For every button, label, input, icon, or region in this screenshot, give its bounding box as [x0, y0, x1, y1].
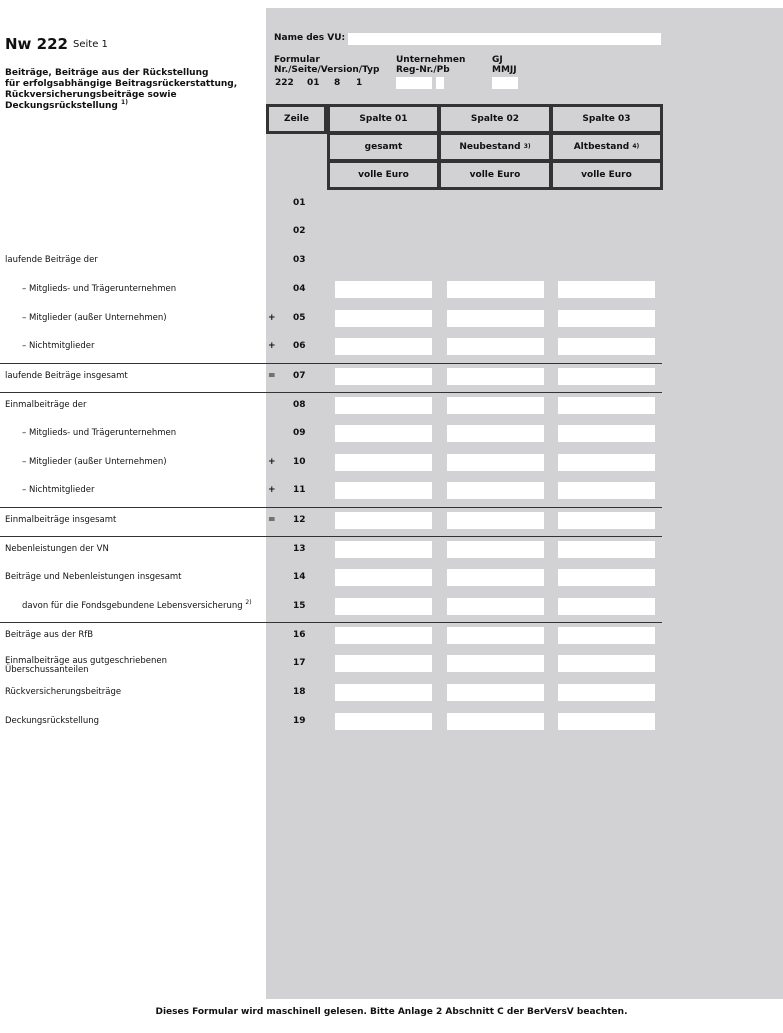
value-input-spalte-01[interactable] [335, 684, 432, 701]
value-input-spalte-01[interactable] [335, 338, 432, 355]
row-label [5, 515, 116, 525]
row-label [5, 657, 225, 675]
code-typ: 1 [356, 78, 363, 88]
row-label-text: Beiträge und Nebenleistungen insgesamt [5, 572, 182, 582]
value-input-spalte-03[interactable] [558, 482, 655, 499]
value-input-spalte-03[interactable] [558, 569, 655, 586]
row-separator [0, 622, 662, 623]
formular-label-block [274, 55, 379, 75]
footer-note: Dieses Formular wird maschinell gelesen. Bitte Anlage 2 Abschnitt C der BerVersV beachten. [155, 1007, 628, 1017]
row-operator: = [268, 371, 276, 381]
zeile-header: Zeile [266, 104, 327, 134]
footnote-ref: 1) [121, 99, 128, 106]
code-version: 8 [334, 78, 341, 88]
row-number: 19 [293, 716, 306, 726]
row-label [5, 371, 128, 381]
value-input-spalte-03[interactable] [558, 598, 655, 615]
description-line: für erfolgsabhängige Beitragsrückerstattung, [5, 79, 238, 89]
row-number: 12 [293, 515, 306, 525]
value-input-spalte-03[interactable] [558, 541, 655, 558]
row-label-text: – Nichtmitglieder [22, 485, 95, 495]
form-description [5, 68, 260, 112]
row-separator [0, 536, 662, 537]
value-input-spalte-03[interactable] [558, 281, 655, 298]
row-label-text: – Mitglieder (außer Unternehmen) [22, 457, 167, 467]
row-label [5, 400, 86, 410]
row-operator: + [268, 457, 276, 467]
row-number: 04 [293, 284, 306, 294]
spalte-03-sub: Altbestand 4) [550, 132, 663, 162]
value-input-spalte-02[interactable] [447, 684, 544, 701]
value-input-spalte-03[interactable] [558, 397, 655, 414]
value-input-spalte-02[interactable] [447, 281, 544, 298]
row-label-text: laufende Beiträge der [5, 255, 98, 265]
row-label-text: – Mitglieder (außer Unternehmen) [22, 313, 167, 323]
row-label-text: Einmalbeiträge der [5, 400, 87, 410]
value-input-spalte-02[interactable] [447, 655, 544, 672]
spalte-01-header: Spalte 01 [327, 104, 440, 134]
row-label [22, 457, 167, 467]
row-label [5, 544, 109, 554]
row-label-text: davon für die Fondsgebundene Lebensversicherung [22, 601, 243, 611]
unternehmen-label-block [396, 55, 465, 75]
row-separator [0, 507, 662, 508]
row-label-text: laufende Beiträge insgesamt [5, 371, 128, 381]
value-input-spalte-01[interactable] [335, 627, 432, 644]
row-number: 01 [293, 198, 306, 208]
row-number: 08 [293, 400, 306, 410]
row-number: 03 [293, 255, 306, 265]
value-input-spalte-02[interactable] [447, 713, 544, 730]
value-input-spalte-02[interactable] [447, 454, 544, 471]
value-input-spalte-01[interactable] [335, 310, 432, 327]
row-label [22, 601, 252, 611]
row-label [5, 716, 99, 726]
row-label-text: Nebenleistungen der VN [5, 544, 109, 554]
code-seite: 01 [307, 78, 320, 88]
value-input-spalte-01[interactable] [335, 454, 432, 471]
row-number: 14 [293, 572, 306, 582]
row-number: 18 [293, 687, 306, 697]
spalte-01-unit: volle Euro [327, 160, 440, 190]
value-input-spalte-01[interactable] [335, 598, 432, 615]
value-input-spalte-02[interactable] [447, 512, 544, 529]
row-label-text: Rückversicherungsbeiträge [5, 687, 122, 697]
value-input-spalte-02[interactable] [447, 425, 544, 442]
gj-label: GJ [492, 55, 503, 65]
row-label [5, 255, 98, 265]
row-number: 17 [293, 658, 306, 668]
description-line: Deckungsrückstellung [5, 101, 118, 111]
formular-label: Formular [274, 55, 320, 65]
row-label [22, 428, 176, 438]
row-number: 16 [293, 630, 306, 640]
pb-input[interactable] [436, 77, 444, 89]
value-input-spalte-03[interactable] [558, 713, 655, 730]
gj-sub: MMJJ [492, 65, 517, 75]
row-label-text: – Mitglieds- und Trägerunternehmen [22, 428, 177, 438]
row-label [22, 485, 95, 495]
value-input-spalte-03[interactable] [558, 512, 655, 529]
value-input-spalte-01[interactable] [335, 569, 432, 586]
footnote-ref: 2) [245, 599, 252, 607]
row-label-text: Beiträge aus der RfB [5, 630, 94, 640]
value-input-spalte-02[interactable] [447, 310, 544, 327]
value-input-spalte-03[interactable] [558, 454, 655, 471]
value-input-spalte-01[interactable] [335, 482, 432, 499]
value-input-spalte-03[interactable] [558, 338, 655, 355]
value-input-spalte-01[interactable] [335, 425, 432, 442]
page-indicator: Seite 1 [73, 39, 108, 50]
spalte-03-header: Spalte 03 [550, 104, 663, 134]
unternehmen-label: Unternehmen [396, 55, 466, 65]
value-input-spalte-02[interactable] [447, 338, 544, 355]
row-label-text: – Nichtmitglieder [22, 341, 95, 351]
value-input-spalte-01[interactable] [335, 541, 432, 558]
value-input-spalte-01[interactable] [335, 281, 432, 298]
spalte-02-unit: volle Euro [438, 160, 552, 190]
description-line: Rückversicherungsbeiträge sowie [5, 90, 177, 100]
value-input-spalte-01[interactable] [335, 655, 432, 672]
value-input-spalte-02[interactable] [447, 569, 544, 586]
row-number: 09 [293, 428, 306, 438]
row-label-text: – Mitglieds- und Trägerunternehmen [22, 284, 177, 294]
row-separator [0, 363, 662, 364]
row-operator: + [268, 341, 276, 351]
value-input-spalte-02[interactable] [447, 598, 544, 615]
row-label [5, 687, 121, 697]
spalte-03-sub-label: Altbestand [573, 142, 630, 152]
value-input-spalte-02[interactable] [447, 627, 544, 644]
gj-label-block [492, 55, 517, 75]
row-number: 13 [293, 544, 306, 554]
row-label [22, 313, 167, 323]
row-label-text: Deckungsrückstellung [5, 716, 100, 726]
row-label [5, 630, 93, 640]
value-input-spalte-02[interactable] [447, 482, 544, 499]
row-label [5, 572, 182, 582]
value-input-spalte-01[interactable] [335, 512, 432, 529]
value-input-spalte-03[interactable] [558, 684, 655, 701]
row-label-text: Einmalbeiträge insgesamt [5, 515, 117, 525]
formular-sub: Nr./Seite/Version/Typ [274, 65, 380, 75]
value-input-spalte-01[interactable] [335, 397, 432, 414]
value-input-spalte-03[interactable] [558, 627, 655, 644]
value-input-spalte-03[interactable] [558, 425, 655, 442]
spalte-02-sub-label: Neubestand [459, 142, 521, 152]
unternehmen-sub: Reg-Nr./Pb [396, 65, 450, 75]
row-label [22, 341, 95, 351]
row-number: 05 [293, 313, 306, 323]
spalte-01-sub [327, 132, 440, 162]
row-separator [0, 392, 662, 393]
value-input-spalte-01[interactable] [335, 368, 432, 385]
name-label: Name des VU: [274, 33, 346, 43]
value-input-spalte-03[interactable] [558, 655, 655, 672]
row-number: 10 [293, 457, 306, 467]
value-input-spalte-02[interactable] [447, 368, 544, 385]
row-number: 06 [293, 341, 306, 351]
spalte-01-sub-label: gesamt [364, 142, 403, 152]
spalte-02-header: Spalte 02 [438, 104, 552, 134]
row-number: 15 [293, 601, 306, 611]
row-label-text: Einmalbeiträge aus gutgeschriebenen Überschussanteilen [5, 656, 167, 675]
description-line: Beiträge, Beiträge aus der Rückstellung [5, 68, 209, 78]
row-label [22, 284, 176, 294]
name-input[interactable] [348, 33, 661, 45]
code-formular: 222 [275, 78, 294, 88]
reg-nr-input[interactable] [396, 77, 432, 89]
form-id: Nw 222 [5, 35, 68, 53]
row-number: 07 [293, 371, 306, 381]
value-input-spalte-03[interactable] [558, 368, 655, 385]
value-input-spalte-02[interactable] [447, 397, 544, 414]
row-operator: = [268, 515, 276, 525]
value-input-spalte-01[interactable] [335, 713, 432, 730]
spalte-02-sub: Neubestand 3) [438, 132, 552, 162]
gj-input[interactable] [492, 77, 518, 89]
value-input-spalte-03[interactable] [558, 310, 655, 327]
value-input-spalte-02[interactable] [447, 541, 544, 558]
row-number: 11 [293, 485, 306, 495]
row-number: 02 [293, 226, 306, 236]
spalte-03-unit: volle Euro [550, 160, 663, 190]
row-operator: + [268, 485, 276, 495]
row-operator: + [268, 313, 276, 323]
